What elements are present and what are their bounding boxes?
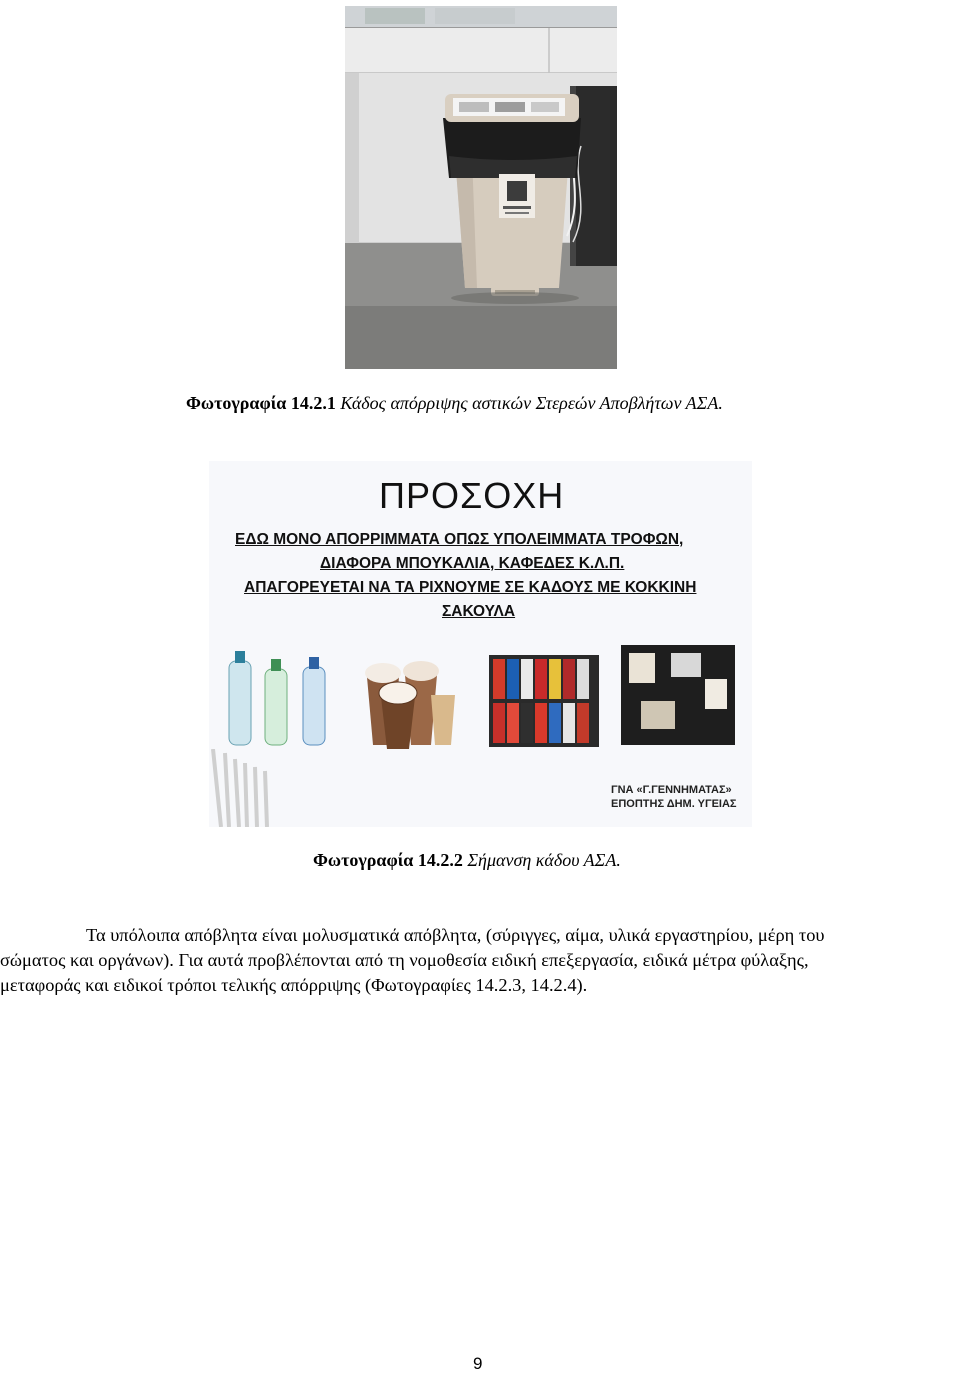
water-bottles-image (229, 651, 325, 745)
sign-footer-line: ΓΝΑ «Γ.ΓΕΝΝΗΜΑΤΑΣ» (611, 784, 732, 796)
sign-line: ΕΔΩ ΜΟΝΟ ΑΠΟΡΡΙΜΜΑΤΑ ΟΠΩΣ ΥΠΟΛΕΙΜΜΑΤΑ ΤΡΟΦΩΝ, (235, 531, 684, 548)
paragraph-line: σώματος και οργάνων). Για αυτά προβλέπονται από τη νομοθεσία ειδική επεξεργασία, ειδικά μέτρα φύλαξης, (0, 950, 809, 970)
body-paragraph (0, 923, 960, 998)
sign-illustrations (209, 639, 752, 749)
sign-line: ΔΙΑΦΟΡΑ ΜΠΟΥΚΑΛΙΑ, ΚΑΦΕΔΕΣ Κ.Λ.Π. (320, 555, 625, 572)
soda-cans-image (489, 655, 599, 747)
snacks-board-image (621, 645, 735, 745)
waste-bin-photo (345, 6, 617, 369)
photo1-caption-text: Κάδος απόρριψης αστικών Στερεών Αποβλήτων ΑΣΑ. (340, 393, 723, 413)
sign-line: ΣΑΚΟΥΛΑ (442, 603, 516, 620)
photo1-caption (186, 393, 723, 414)
paragraph-line: μεταφοράς και ειδικοί τρόποι τελικής απόρριψης (Φωτογραφίες 14.2.3, 14.2.4). (0, 975, 588, 995)
sign-line: ΑΠΑΓΟΡΕΥΕΤΑΙ ΝΑ ΤΑ ΡΙΧΝΟΥΜΕ ΣΕ ΚΑΔΟΥΣ ΜΕ ΚΟΚΚΙΝΗ (244, 579, 697, 596)
sign-title: ΠΡΟΣΟΧΗ (379, 475, 565, 516)
sign-footer-line: ΕΠΟΠΤΗΣ ΔΗΜ. ΥΓΕΙΑΣ (611, 798, 737, 810)
warning-sign-photo (209, 461, 752, 827)
photo1-caption-label: Φωτογραφία 14.2.1 (186, 393, 336, 413)
paragraph-line: Τα υπόλοιπα απόβλητα είναι μολυσματικά απόβλητα, (σύριγγες, αίμα, υλικά εργαστηρίου, μέρη του (86, 925, 825, 945)
photo2-caption-text: Σήμανση κάδου ΑΣΑ. (467, 850, 621, 870)
photo2-caption (313, 850, 621, 871)
iced-coffees-image (365, 661, 455, 749)
torn-edge-decoration (209, 749, 289, 827)
page-number: 9 (473, 1354, 483, 1373)
sign-footer (611, 783, 737, 811)
photo2-caption-label: Φωτογραφία 14.2.2 (313, 850, 463, 870)
